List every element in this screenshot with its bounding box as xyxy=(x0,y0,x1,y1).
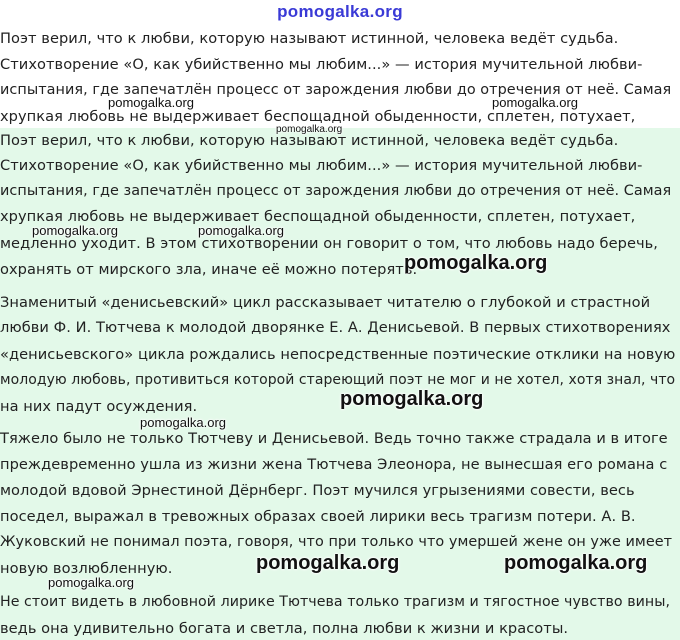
text-line: медленно уходит. В этом стихотворении он говорит о том, что любовь надо беречь, xyxy=(0,235,658,252)
text-line: Стихотворение «О, как убийственно мы любим...» — история мучительной любви- xyxy=(0,157,643,174)
text-line: Жуковский не понимал поэта, говоря, что при только что умершей жене он уже имеет xyxy=(0,534,673,550)
text-line: Поэт верил, что к любви, которую называют истинной, человека ведёт судьба. xyxy=(0,30,619,47)
text-line: ведь она удивительно богата и светла, полна любви к жизни и красоты. xyxy=(0,620,569,637)
watermark: pomogalka.org xyxy=(340,388,484,410)
text-line: на них падут осуждения. xyxy=(0,398,198,415)
watermark: pomogalka.org xyxy=(404,252,548,274)
text-line: Стихотворение «О, как убийственно мы любим...» — история мучительной любви- xyxy=(0,56,643,73)
text-line: испытания, где запечатлён процесс от зарождения любви до отречения от неё. Самая xyxy=(0,183,672,199)
watermark: pomogalka.org xyxy=(504,552,648,574)
text-line: охранять от мирского зла, иначе её можно потерять. xyxy=(0,261,418,278)
text-line: преждевременно ушла из жизни жена Тютчева Элеонора, не вынесшая его романа с xyxy=(0,456,668,473)
text-line: любви Ф. И. Тютчева к молодой дворянке Е. А. Денисьевой. В первых стихотворениях xyxy=(0,319,671,336)
text-line: хрупкая любовь не выдерживает беспощадной обыденности, сплетен, потухает, xyxy=(0,208,636,225)
text-line: Знаменитый «денисьевский» цикл рассказывает читателю о глубокой и страстной xyxy=(0,294,651,311)
text-line: Не стоит видеть в любовной лирике Тютчева только трагизм и тягостное чувство вины, xyxy=(0,594,671,610)
text-line: «денисьевского» цикла рождались непосредственные поэтические отклики на новую xyxy=(0,346,676,363)
text-line: молодую любовь, противиться которой стареющий поэт не мог и не хотел, хотя знал, что xyxy=(0,372,676,388)
text-line: Тяжело было не только Тютчеву и Денисьевой. Ведь точно также страдала и в итоге xyxy=(0,430,668,447)
watermark: pomogalka.org xyxy=(198,223,284,238)
watermark: pomogalka.org xyxy=(48,575,134,590)
text-line: поседел, выражал в тревожных образах своей лирики весь трагизм потери. А. В. xyxy=(0,508,636,525)
watermark: pomogalka.org xyxy=(276,124,343,135)
watermark: pomogalka.org xyxy=(492,95,578,110)
text-line: испытания, где запечатлён процесс от зарождения любви до отречения от неё. Самая xyxy=(0,82,672,98)
text-line: молодой вдовой Эрнестиной Дёрнберг. Поэт мучился угрызениями совести, весь xyxy=(0,482,635,499)
text-line: хрупкая любовь не выдерживает беспощадной обыденности, сплетен, потухает, xyxy=(0,108,636,125)
watermark: pomogalka.org xyxy=(140,415,226,430)
text-line: Поэт верил, что к любви, которую называют истинной, человека ведёт судьба. xyxy=(0,132,619,149)
watermark: pomogalka.org xyxy=(108,95,194,110)
text-line: новую возлюбленную. xyxy=(0,560,173,577)
site-watermark-top: pomogalka.org xyxy=(277,2,403,21)
watermark: pomogalka.org xyxy=(256,552,400,574)
watermark: pomogalka.org xyxy=(32,223,118,238)
